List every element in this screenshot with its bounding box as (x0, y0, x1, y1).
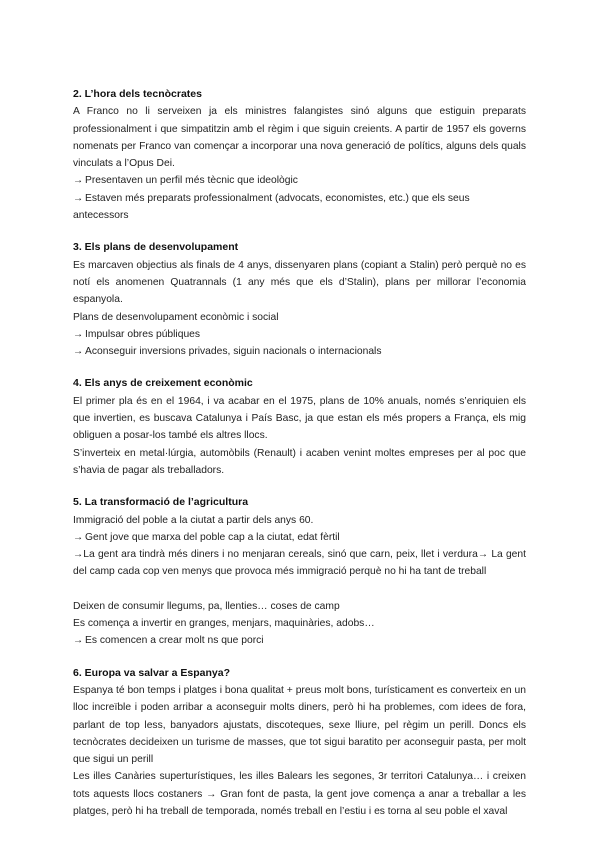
arrow-item: → Impulsar obres públiques (73, 326, 526, 343)
section-heading: 4. Els anys de creixement econòmic (73, 377, 253, 390)
paragraph: Espanya té bon temps i platges i bona qualitat + preus molt bons, turísticament es converteix en un lloc increïble i poden arribar a aconseguir molts diners, però hi ha problemes, com idees de fora, parlant de top less, banyadors ajustats, discoteques, sexe lliure, pel règim un perill. Doncs els tecnòcrates decideixen un turisme de masses, que tot sigui baratito per aconseguir pasta, per molt que sigui un perill (73, 684, 526, 766)
paragraph: Immigració del poble a la ciutat a partir dels anys 60. (73, 514, 314, 526)
arrow-icon: → (477, 549, 489, 561)
section-agricultura (73, 494, 526, 649)
paragraph: Plans de desenvolupament econòmic i social (73, 311, 279, 323)
paragraph: S’inverteix en metal·lúrgia, automòbils (Renault) i acaben venint moltes empreses per al poc que s’havia de pagar als treballadors. (73, 447, 526, 476)
section-heading: 5. La transformació de l’agricultura (73, 496, 249, 509)
arrow-icon: → (73, 531, 84, 543)
arrow-item: → Estaven més preparats professionalment (advocats, economistes, etc.) que els seus antecessors (73, 190, 526, 225)
arrow-icon: → (73, 192, 84, 204)
section-heading: 6. Europa va salvar a Espanya? (73, 666, 230, 679)
arrow-icon: → (73, 175, 84, 187)
arrow-icon: → (73, 549, 84, 561)
arrow-item: → Aconseguir inversions privades, siguin nacionals o internacionals (73, 343, 526, 360)
arrow-item: → Es comencen a crear molt ns que porci (73, 632, 526, 649)
section-heading: 3. Els plans de desenvolupament (73, 241, 239, 254)
arrow-icon: → (73, 328, 84, 340)
paragraph: A Franco no li serveixen ja els ministres falangistes sinó alguns que estiguin preparats professionalment i que simpatitzin amb el règim i que siguin creients. A partir de 1957 els governs nomenats per Franco van començar a incorporar una nova generació de polítics, alguns dels quals vinculats a l’Opus Dei. (73, 106, 526, 170)
paragraph: Es marcaven objectius als finals de 4 anys, dissenyaren plans (copiant a Stalin) però perquè no es notí els anomenen Quatrannals (1 any més que els d’Stalin), plans per millorar l’economia espanyola. (73, 259, 526, 306)
paragraph: Les illes Canàries superturístiques, les illes Balears les segones, 3r territori Catalunya… i creixen tots aquests llocs costaners → Gran font de pasta, la gent jove comença a anar a treballar a les platges, però hi ha treball de temporada, només treball en l’estiu i es torna al seu poble el xaval (73, 771, 526, 817)
paragraph: Es comença a invertir en granges, menjars, maquinàries, adobs… (73, 618, 375, 630)
spacer (73, 581, 526, 598)
arrow-item: →La gent ara tindrà més diners i no menjaran cereals, sinó que carn, peix, llet i verdura→ La gent del camp cada cop ven menys que provoca més immigració perquè no hi ha tant de treball (73, 549, 526, 578)
arrow-icon: → (73, 346, 84, 358)
arrow-item: → Presentaven un perfil més tècnic que ideològic (73, 172, 526, 189)
section-europa (73, 665, 526, 821)
paragraph: Deixen de consumir llegums, pa, llenties… coses de camp (73, 600, 340, 612)
arrow-icon: → (206, 788, 217, 800)
section-tecnocrates (73, 86, 526, 224)
section-creixement (73, 375, 526, 479)
arrow-item: → Gent jove que marxa del poble cap a la ciutat, edat fèrtil (73, 529, 526, 546)
section-heading: 2. L’hora dels tecnòcrates (73, 88, 202, 100)
paragraph: El primer pla és en el 1964, i va acabar en el 1975, plans de 10% anuals, només s’enriquien els que invertien, es buscava Catalunya i País Basc, ja que estan els més propers a França, els mig obliguen a posar-los també els altres llocs. (73, 395, 526, 442)
section-plans (73, 239, 526, 360)
arrow-icon: → (73, 635, 84, 647)
document-body (73, 86, 526, 835)
